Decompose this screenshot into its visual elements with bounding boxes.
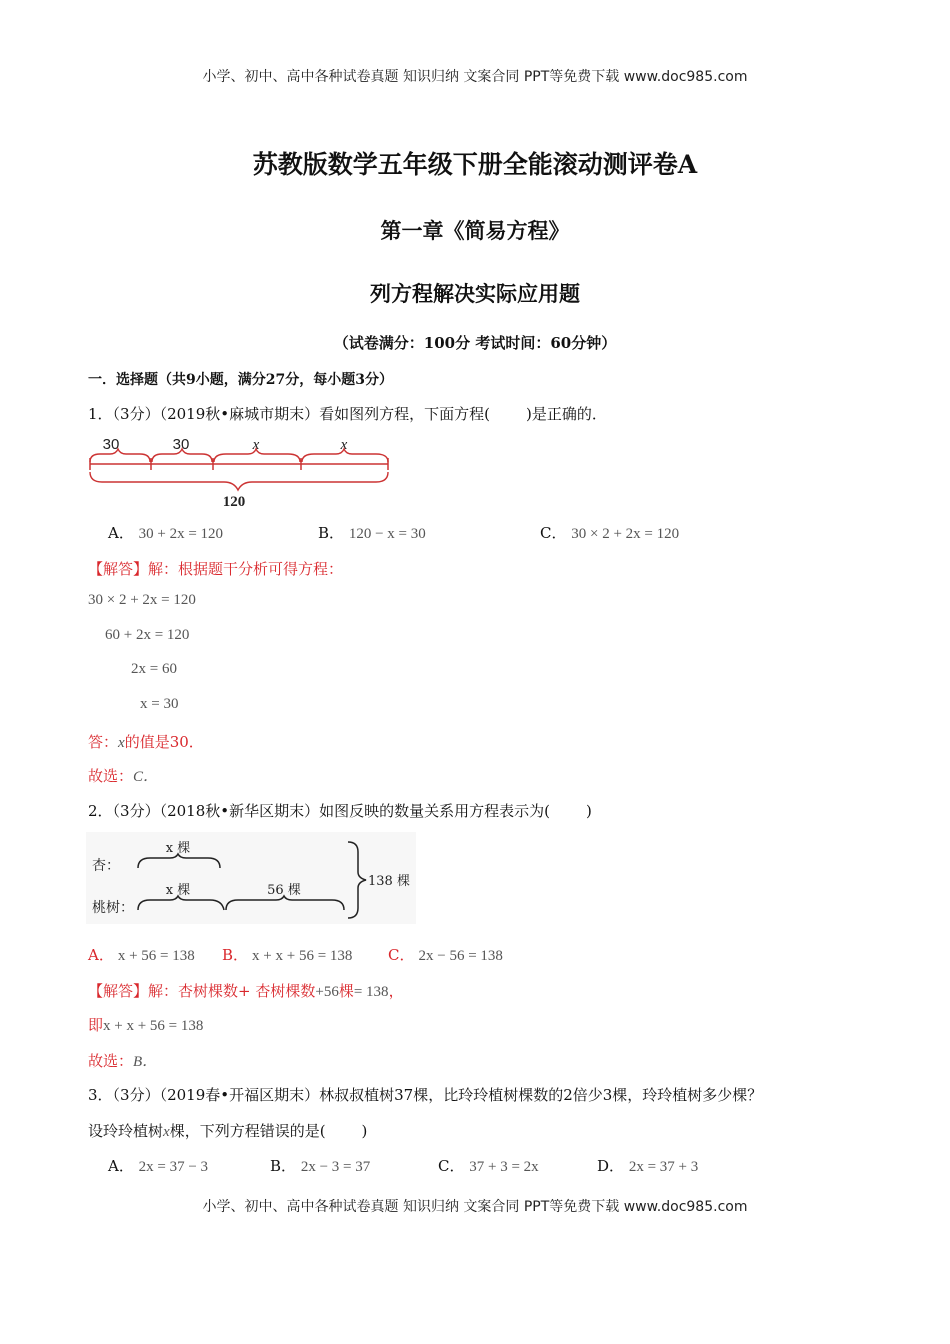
q1-choice: 故选：C．	[88, 767, 159, 785]
diagram-total: 120	[222, 494, 246, 510]
header-banner: 小学、初中、高中各种试卷真题 知识归纳 文案合同 PPT等免费下载 www.doc985.com	[202, 69, 748, 85]
row2-brace1-label: x 棵	[165, 883, 191, 898]
q1-solution-head: 【解答】解：根据题干分析可得方程：	[88, 560, 344, 578]
row2-label: 桃树：	[92, 900, 134, 916]
q3-option-a[interactable]: A． 2x = 37 − 3	[108, 1157, 209, 1175]
q2-option-c[interactable]: C． 2x − 56 = 138	[388, 946, 503, 964]
brace-total	[90, 472, 388, 490]
diagram-label-x1: x	[252, 437, 260, 453]
row2-brace2-label: 56 棵	[267, 883, 301, 898]
question-3-stem: 3．（3分）（2019春•开福区期末）林叔叔植树37棵，比玲玲植树棵数的2倍少3棵，玲玲植树多少棵？	[88, 1086, 763, 1104]
q2-solution-line2: 即x + x + 56 = 138	[88, 1016, 204, 1034]
question-3-stem-line2: 设玲玲植树x棵，下列方程错误的是( )	[88, 1122, 368, 1140]
q1-option-c[interactable]: C． 30 × 2 + 2x = 120	[540, 524, 680, 542]
page-title: 苏教版数学五年级下册全能滚动测评卷A	[252, 150, 698, 179]
q1-option-a[interactable]: A． 30 + 2x = 120	[108, 524, 224, 542]
section-heading: 一．选择题（共9小题，满分27分，每小题3分）	[88, 372, 393, 388]
question-2-stem: 2．（3分）（2018秋•新华区期末）如图反映的数量关系用方程表示为( )	[88, 802, 592, 820]
q3-option-d[interactable]: D． 2x = 37 + 3	[597, 1157, 699, 1175]
diagram-label-30b: 30	[172, 436, 190, 453]
q1-step-3: 2x = 60	[131, 661, 177, 677]
exam-info: （试卷满分：100分 考试时间：60分钟）	[333, 334, 617, 352]
q2-option-b[interactable]: B． x + x + 56 = 138	[222, 946, 353, 964]
row1-label: 杏：	[92, 858, 120, 874]
q1-option-b[interactable]: B． 120 − x = 30	[318, 524, 426, 542]
question-1-stem: 1．（3分）（2019秋•麻城市期末）看如图列方程，下面方程( )是正确的．	[88, 405, 607, 423]
total-label: 138 棵	[368, 874, 410, 889]
q2-solution: 【解答】解：杏树棵数+ 杏树棵数+56棵= 138，	[88, 982, 404, 1000]
q2-choice: 故选：B．	[88, 1052, 158, 1070]
row1-brace-label: x 棵	[165, 841, 191, 856]
diagram-label-x2: x	[340, 437, 348, 453]
footer-banner: 小学、初中、高中各种试卷真题 知识归纳 文案合同 PPT等免费下载 www.doc985.com	[202, 1199, 748, 1215]
q1-step-2: 60 + 2x = 120	[105, 627, 190, 643]
q2-option-a[interactable]: A． x + 56 = 138	[88, 946, 195, 964]
subtitle: 列方程解决实际应用题	[370, 281, 580, 306]
q1-step-4: x = 30	[140, 696, 179, 712]
question-2-diagram	[86, 832, 416, 924]
brace-x1	[214, 449, 300, 462]
brace-x2	[302, 449, 388, 462]
q3-option-c[interactable]: C． 37 + 3 = 2x	[438, 1157, 539, 1175]
chapter-title: 第一章《简易方程》	[380, 218, 570, 243]
q1-step-1: 30 × 2 + 2x = 120	[88, 592, 196, 608]
brace-30a	[90, 449, 150, 462]
question-1-diagram	[86, 432, 396, 512]
q3-option-b[interactable]: B． 2x − 3 = 37	[270, 1157, 371, 1175]
q1-answer: 答：x的值是30．	[88, 733, 204, 751]
diagram-label-30a: 30	[102, 436, 120, 453]
